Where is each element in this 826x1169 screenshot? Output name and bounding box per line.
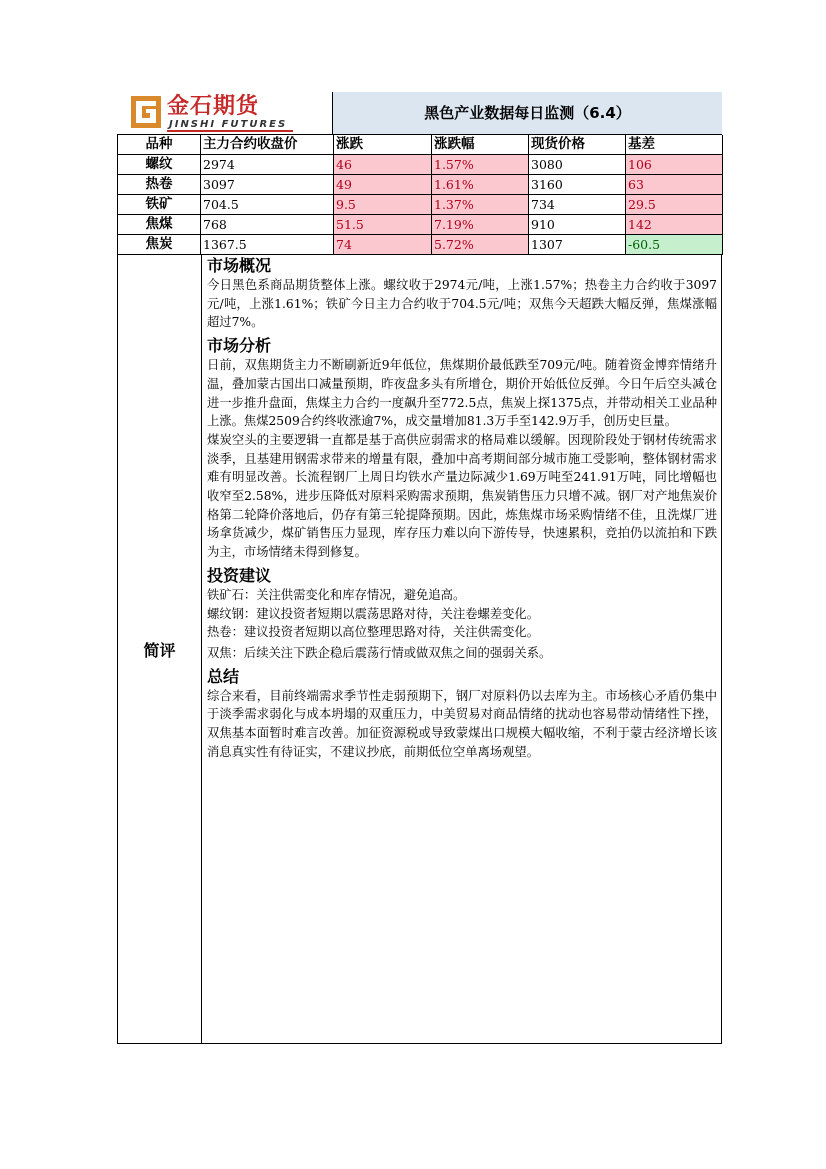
price-change: 74 xyxy=(334,235,432,255)
product-name: 铁矿 xyxy=(118,195,201,215)
change-percent: 5.72% xyxy=(432,235,529,255)
price-table xyxy=(117,135,723,255)
commentary-body xyxy=(207,255,717,761)
column-header: 涨跌 xyxy=(334,135,432,155)
change-percent: 1.57% xyxy=(432,155,529,175)
advice-coking: 双焦：后续关注下跌企稳后震荡行情或做双焦之间的强弱关系。 xyxy=(207,645,552,660)
table-row xyxy=(118,215,723,235)
product-name: 螺纹 xyxy=(118,155,201,175)
price-change: 46 xyxy=(334,155,432,175)
report-sheet xyxy=(117,92,722,1044)
spot-price: 734 xyxy=(529,195,626,215)
logo-underline xyxy=(167,130,293,132)
close-price: 3097 xyxy=(201,175,334,195)
price-change: 9.5 xyxy=(334,195,432,215)
spot-price: 910 xyxy=(529,215,626,235)
market-analysis-text: 煤炭空头的主要逻辑一直都是基于高供应弱需求的格局难以缓解。因现阶段处于钢材传统需求淡季，且基建用钢需求带来的增量有限，叠加中高考期间部分城市施工受影响，整体钢材需求难有明显改善。长流程钢厂上周日均铁水产量边际减少1.69万吨至241.91万吨，同比增幅也收窄至2.58%，进步压降低对原料采购需求预期，焦炭销售压力只增不减。钢厂对产地焦炭价格第二轮降价落地后，仍存有第三轮提降预期。因此，炼焦煤市场采购情绪不佳，且洗煤厂进场拿货减少，煤矿销售压力显现，库存压力难以向下游传导，快速累积，竞拍仍以流拍和下跌为主，市场情绪未得到修复。 xyxy=(207,432,717,560)
summary-text: 综合来看，目前终端需求季节性走弱预期下，钢厂对原料仍以去库为主。市场核心矛盾仍集中于淡季需求弱化与成本坍塌的双重压力，中美贸易对商品情绪的扰动也容易带动情绪性下挫，双焦基本面暂时难言改善。加征资源税或导致蒙煤出口规模大幅收缩，不利于蒙古经济增长该消息真实性有待证实，不建议抄底，前期低位空单离场观望。 xyxy=(207,688,717,759)
market-overview-text: 今日黑色系商品期货整体上涨。螺纹收于2974元/吨，上涨1.57%；热卷主力合约收于3097元/吨，上涨1.61%；铁矿今日主力合约收于704.5元/吨；双焦今天超跌大幅反弹，焦煤涨幅超过7%。 xyxy=(207,278,717,330)
table-header-row xyxy=(118,135,723,155)
section-title-summary: 总结 xyxy=(207,666,240,686)
section-title-market-analysis: 市场分析 xyxy=(207,336,272,356)
logo-chinese-name: 金石期货 xyxy=(167,94,260,119)
spot-price: 1307 xyxy=(529,235,626,255)
spot-price: 3080 xyxy=(529,155,626,175)
section-title-market-overview: 市场概况 xyxy=(207,256,272,275)
table-row xyxy=(118,155,723,175)
product-name: 热卷 xyxy=(118,175,201,195)
market-analysis-text: 日前，双焦期货主力不断刷新近9年低位，焦煤期价最低跌至709元/吨。随着资金博弈情绪升温，叠加蒙古国出口减量预期，昨夜盘多头有所增仓，期价开始低位反弹。今日午后空头减仓进一步推升盘面，焦煤主力合约一度飙升至772.5点，焦炭上探1375点，并带动相关工业品种上涨。焦煤2509合约终收涨逾7%，成交量增加81.3万手至142.9万手，创历史巨量。 xyxy=(207,358,717,429)
column-header: 品种 xyxy=(118,135,201,155)
column-header: 现货价格 xyxy=(529,135,626,155)
logo-mark-icon xyxy=(131,96,161,128)
close-price: 1367.5 xyxy=(201,235,334,255)
advice-iron-ore: 铁矿石：关注供需变化和库存情况，避免追高。 xyxy=(207,587,466,602)
change-percent: 1.61% xyxy=(432,175,529,195)
close-price: 704.5 xyxy=(201,195,334,215)
column-header: 基差 xyxy=(626,135,723,155)
table-row xyxy=(118,195,723,215)
report-header xyxy=(117,92,722,135)
column-header: 涨跌幅 xyxy=(432,135,529,155)
table-row xyxy=(118,235,723,255)
basis-value: 29.5 xyxy=(626,195,723,215)
logo-english-name: JINSHI FUTURES xyxy=(169,119,288,130)
product-name: 焦炭 xyxy=(118,235,201,255)
table-row xyxy=(118,175,723,195)
company-logo xyxy=(117,92,333,134)
price-change: 51.5 xyxy=(334,215,432,235)
column-header: 主力合约收盘价 xyxy=(201,135,334,155)
advice-rebar: 螺纹钢：建议投资者短期以震荡思路对待，关注卷螺差变化。 xyxy=(207,606,540,621)
product-name: 焦煤 xyxy=(118,215,201,235)
basis-value: 63 xyxy=(626,175,723,195)
close-price: 2974 xyxy=(201,155,334,175)
change-percent: 1.37% xyxy=(432,195,529,215)
commentary-label: 简评 xyxy=(118,255,202,1043)
spot-price: 3160 xyxy=(529,175,626,195)
close-price: 768 xyxy=(201,215,334,235)
advice-hot-coil: 热卷：建议投资者短期以高位整理思路对待，关注供需变化。 xyxy=(207,625,540,640)
commentary-section xyxy=(117,255,722,1044)
basis-value: 142 xyxy=(626,215,723,235)
section-title-investment-advice: 投资建议 xyxy=(207,565,272,585)
change-percent: 7.19% xyxy=(432,215,529,235)
basis-value: -60.5 xyxy=(626,235,723,255)
price-change: 49 xyxy=(334,175,432,195)
report-title: 黑色产业数据每日监测（6.4） xyxy=(333,92,722,134)
basis-value: 106 xyxy=(626,155,723,175)
